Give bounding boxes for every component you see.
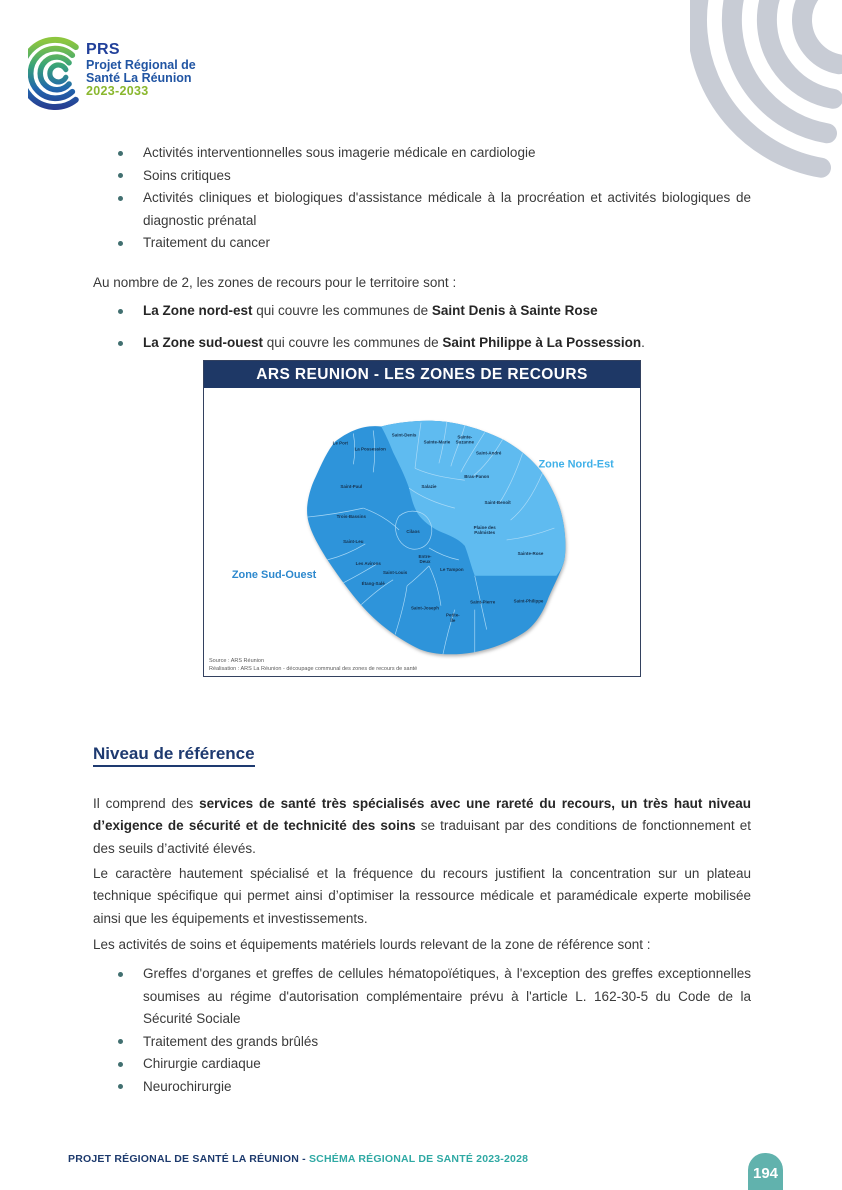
list-item-text: Traitement du cancer (143, 235, 271, 251)
commune-label: Saint-André (476, 450, 502, 456)
section-heading-text: Niveau de référence (93, 744, 255, 767)
commune-label: Plaine des (473, 525, 496, 531)
commune-label: Le Tampon (440, 566, 464, 572)
list-item (93, 332, 751, 353)
footer-title (68, 1153, 528, 1165)
p1-pre: Il comprend des (93, 796, 200, 811)
commune-label: Saint-Denis (391, 432, 417, 438)
list-item-text: Neurochirurgie (143, 1078, 232, 1094)
zone-label: Zone Sud-Ouest (231, 568, 317, 581)
commune-label: Trois-Bassins (336, 514, 366, 520)
bullet-icon (118, 241, 123, 246)
list-item-text: Greffes d'organes et greffes de cellules hématopoïétiques, à l'exception des greffes exceptionnelles soumises au régime d'autorisation complémentaire prévu à l'article L. 162-30-5 du Code de la Sécurité Sociale (143, 966, 751, 1027)
commune-label: Le Port (332, 440, 349, 446)
map-source-note (209, 658, 417, 673)
commune-label: Saint-Benoît (484, 500, 511, 506)
list-item (93, 1031, 751, 1054)
map-source-line1: Source : ARS Réunion (209, 658, 265, 665)
commune-label: Salazie (421, 484, 437, 490)
logo-line2: Santé La Réunion (86, 70, 192, 85)
prs-logo-arcs-icon (28, 32, 88, 116)
commune-label: Les Avirons (355, 560, 381, 566)
commune-label: Suzanne (455, 439, 474, 445)
list-item (93, 142, 751, 165)
list-item-text: Soins critiques (143, 167, 231, 183)
footer-title-navy: PROJET RÉGIONAL DE SANTÉ LA RÉUNION - (68, 1153, 309, 1165)
zone-name: La Zone nord-est (143, 303, 253, 318)
page-number-badge (748, 1153, 783, 1190)
commune-label: Saint-Philippe (513, 598, 544, 604)
commune-label: Île (450, 617, 456, 623)
bullet-icon (118, 1062, 123, 1067)
list-item (93, 165, 751, 188)
bullet-icon (118, 972, 123, 977)
footer-title-teal: SCHÉMA RÉGIONAL DE SANTÉ 2023-2028 (308, 1153, 529, 1165)
bullet-icon (118, 341, 123, 346)
commune-label: Deux (419, 559, 431, 565)
commune-label: Sainte-Rose (517, 550, 544, 556)
commune-label: Sainte-Marie (423, 439, 451, 445)
list-item (93, 1076, 751, 1099)
zones-map-figure (203, 360, 641, 677)
bullet-icon (118, 1084, 123, 1089)
zone-communes: Saint Philippe à La Possession (442, 335, 642, 350)
logo-years: 2023-2033 (86, 84, 149, 99)
bullet-icon (118, 1039, 123, 1044)
logo-acronym: PRS (86, 41, 120, 58)
commune-label: Sainte- (457, 434, 473, 440)
zone-communes: Saint Denis à Sainte Rose (431, 303, 598, 318)
reunion-map (204, 388, 639, 676)
care-activities-list (93, 142, 751, 255)
commune-label: Étang-Salé (361, 580, 385, 586)
zone-mid-text: qui couvre les communes de (263, 335, 443, 350)
commune-label: Cilaos (406, 528, 420, 534)
p1-bold: services de santé très spécialisés avec une rareté du recours, un très haut niveau d’exigence de sécurité et de technicité des soins (93, 796, 751, 834)
reference-activities-list (93, 963, 751, 1099)
reference-paragraph-3: Les activités de soins et équipements matériels lourds relevant de la zone de référence sont : (93, 937, 651, 952)
list-item (93, 187, 751, 232)
reference-paragraph-1 (93, 793, 751, 860)
zone-mid-text: qui couvre les communes de (252, 303, 432, 318)
recours-zones-list (93, 300, 751, 364)
commune-label: Saint-Paul (340, 484, 363, 490)
commune-label: Petite- (446, 612, 460, 618)
zone-end-text: . (641, 335, 645, 350)
commune-label: Entre- (418, 553, 432, 559)
list-item (93, 232, 751, 255)
commune-label: La Possession (354, 446, 386, 452)
list-item-text: Activités interventionnelles sous imagerie médicale en cardiologie (143, 145, 536, 160)
list-item (93, 963, 751, 1031)
list-item (93, 1053, 751, 1076)
commune-label: Saint-Joseph (410, 605, 440, 611)
p1-post: se traduisant par des conditions de fonctionnement et des seuils d’activité élevés. (93, 818, 751, 856)
reference-paragraph-2: Le caractère hautement spécialisé et la fréquence du recours justifient la concentration sur un plateau technique spécifique qui permet ainsi d’optimiser la ressource médicale et paramédicale experte mobilisée ainsi que les équipements et investissements. (93, 866, 751, 926)
map-figure-header (204, 361, 640, 388)
list-item (93, 300, 751, 321)
page-number: 194 (752, 1165, 779, 1182)
bullet-icon (118, 196, 123, 201)
logo-line1: Projet Régional de (86, 57, 196, 72)
commune-label: Saint-Louis (382, 569, 408, 575)
map-figure-title: ARS REUNION - LES ZONES DE RECOURS (256, 365, 588, 383)
bullet-icon (118, 309, 123, 314)
map-source-line2: Réalisation : ARS La Réunion - découpage communal des zones de recours de santé (209, 665, 418, 672)
zone-name: La Zone sud-ouest (143, 335, 264, 350)
bullet-icon (118, 151, 123, 156)
commune-label: Saint-Leu (343, 538, 364, 544)
bullet-icon (118, 173, 123, 178)
prs-logo (28, 30, 258, 116)
commune-label: Palmistes (474, 530, 496, 536)
zones-intro-paragraph: Au nombre de 2, les zones de recours pour le territoire sont : (93, 275, 457, 290)
list-item-text: Traitement des grands brûlés (143, 1033, 319, 1049)
list-item-text: Chirurgie cardiaque (143, 1056, 261, 1072)
prs-logo-text (86, 42, 196, 98)
map-figure-body (204, 388, 640, 676)
commune-label: Bras-Panon (464, 474, 490, 480)
section-heading-niveau-reference (93, 744, 255, 764)
list-item-text: Activités cliniques et biologiques d'assistance médicale à la procréation et activités biologiques de diagnostic prénatal (143, 190, 751, 228)
zone-label: Zone Nord-Est (538, 458, 614, 471)
commune-label: Saint-Pierre (470, 599, 496, 605)
